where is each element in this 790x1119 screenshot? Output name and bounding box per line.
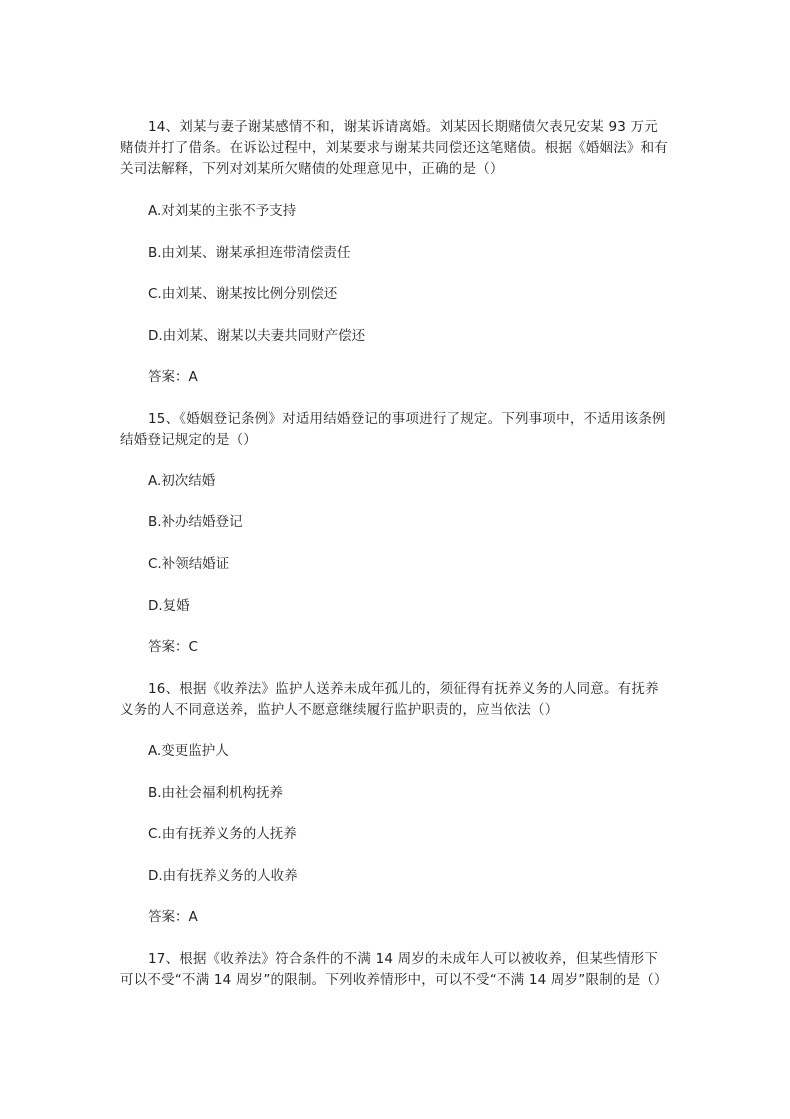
question-15-stem: 15、《婚姻登记条例》对适用结婚登记的事项进行了规定。下列事项中，不适用该条例结婚登记规定的是（） [120, 411, 666, 448]
question-14-option-c: C.由刘某、谢某按比例分别偿还 [148, 286, 338, 302]
question-15-option-c: C.补领结婚证 [148, 556, 230, 572]
question-15-option-b: B.补办结婚登记 [148, 514, 243, 530]
question-14-option-a: A.对刘某的主张不予支持 [148, 203, 297, 219]
question-16-option-b: B.由社会福利机构抚养 [148, 785, 284, 801]
question-14-option-b: B.由刘某、谢某承担连带清偿责任 [148, 245, 351, 261]
question-15-option-d: D.复婚 [148, 598, 190, 614]
question-16-option-d: D.由有抚养义务的人收养 [148, 868, 298, 884]
question-15-answer: 答案：C [148, 639, 198, 655]
question-17-stem: 17、根据《收养法》符合条件的不满 14 周岁的未成年人可以被收养，但某些情形下可以不受“不满 14 周岁”的限制。下列收养情形中，可以不受“不满 14 周岁”限制的是（） [120, 951, 668, 988]
question-15-option-a: A.初次结婚 [148, 473, 216, 489]
question-14-stem: 14、刘某与妻子谢某感情不和，谢某诉请离婚。刘某因长期赌债欠表兄安某 93 万元赌债并打了借条。在诉讼过程中，刘某要求与谢某共同偿还这笔赌债。根据《婚姻法》和有关司法解释，下列对刘某所欠赌债的处理意见中，正确的是（） [120, 119, 668, 177]
question-14-option-d: D.由刘某、谢某以夫妻共同财产偿还 [148, 328, 366, 344]
question-16-option-a: A.变更监护人 [148, 743, 229, 759]
question-16-option-c: C.由有抚养义务的人抚养 [148, 826, 297, 842]
question-14-answer: 答案：A [148, 369, 198, 385]
question-16-answer: 答案：A [148, 909, 198, 925]
question-16-stem: 16、根据《收养法》监护人送养未成年孤儿的，须征得有抚养义务的人同意。有抚养义务的人不同意送养，监护人不愿意继续履行监护职责的，应当依法（） [120, 681, 659, 718]
